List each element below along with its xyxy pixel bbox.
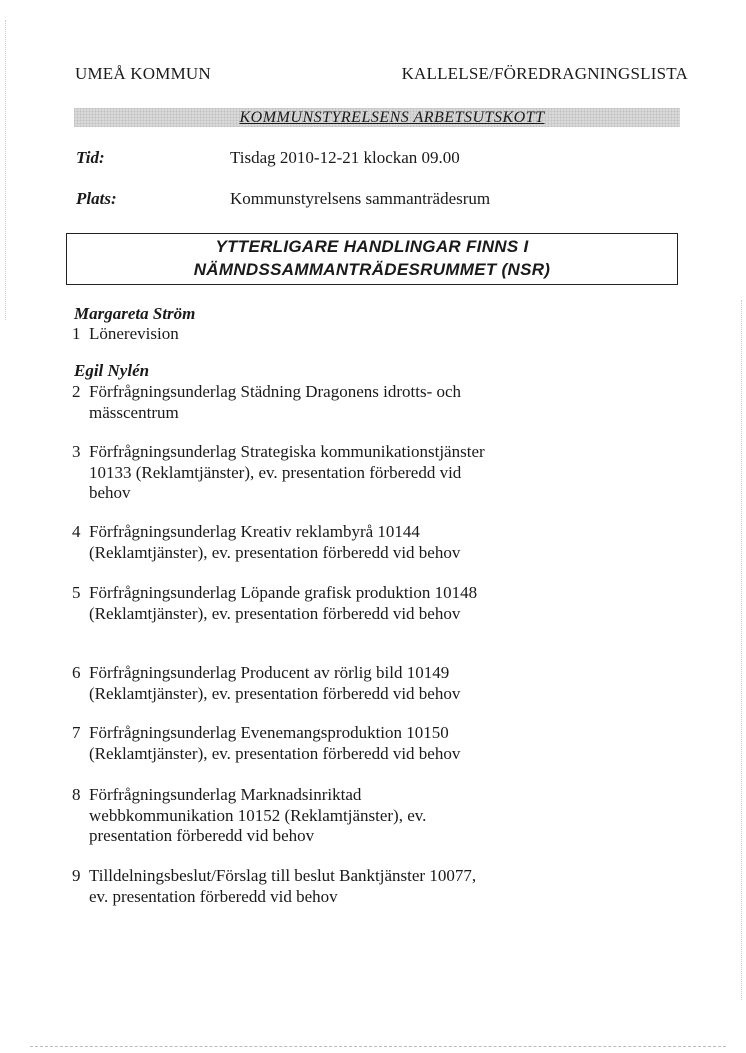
agenda-item-number: 1 [72,324,81,343]
agenda-item-number: 4 [72,522,81,541]
agenda-item [72,583,497,624]
notice-box [66,233,678,285]
committee-banner [74,108,680,127]
place-value: Kommunstyrelsens sammanträdesrum [230,189,491,208]
agenda-item [72,663,512,704]
document-type: KALLELSE/FÖREDRAGNINGSLISTA [401,64,688,83]
notice-line-1: YTTERLIGARE HANDLINGAR FINNS I [215,237,529,256]
speaker-name: Egil Nylén [74,361,150,380]
agenda-item-number: 2 [72,382,81,401]
agenda-item-number: 6 [72,663,81,682]
agenda-item-number: 3 [72,442,81,461]
agenda-item [72,723,512,764]
agenda-item-text: Tilldelningsbeslut/Förslag till beslut Banktjänster 10077, ev. presentation förberedd vid behov [89,866,477,906]
scan-margin-left [5,20,6,320]
notice-line-2: NÄMNDSSAMMANTRÄDESRUMMET (NSR) [193,260,551,279]
scan-margin-right [741,300,742,1000]
agenda-item-text: Lönerevision [89,324,179,343]
agenda-item-text: Förfrågningsunderlag Evenemangsproduktion 10150 (Reklamtjänster), ev. presentation förberedd vid behov [89,723,461,763]
agenda-item-number: 9 [72,866,81,885]
agenda-item [72,866,492,907]
agenda-item-text: Förfrågningsunderlag Städning Dragonens idrotts- och mässcentrum [89,382,462,422]
agenda-item [72,522,502,563]
agenda-item-text: Förfrågningsunderlag Löpande grafisk produktion 10148 (Reklamtjänster), ev. presentation förberedd vid behov [89,583,478,623]
time-value: Tisdag 2010-12-21 klockan 09.00 [230,148,460,167]
agenda-item [72,442,492,504]
municipality-name: UMEÅ KOMMUN [75,64,211,83]
agenda-item-number: 8 [72,785,81,804]
committee-title: KOMMUNSTYRELSENS ARBETSUTSKOTT [239,109,545,126]
agenda-item-number: 5 [72,583,81,602]
agenda-item [72,785,497,847]
agenda-item-text: Förfrågningsunderlag Kreativ reklambyrå 10144 (Reklamtjänster), ev. presentation förberedd vid behov [89,522,461,562]
agenda-item [72,382,502,423]
scan-footer-line [30,1046,726,1048]
time-label: Tid: [76,148,105,167]
place-label: Plats: [76,189,117,208]
agenda-item-text: Förfrågningsunderlag Marknadsinriktad webbkommunikation 10152 (Reklamtjänster), ev. presentation förberedd vid behov [89,785,427,845]
speaker-name: Margareta Ström [74,304,196,323]
agenda-item-text: Förfrågningsunderlag Producent av rörlig bild 10149 (Reklamtjänster), ev. presentation förberedd vid behov [89,663,461,703]
agenda-item [72,324,512,345]
agenda-item-number: 7 [72,723,81,742]
agenda-item-text: Förfrågningsunderlag Strategiska kommunikationstjänster 10133 (Reklamtjänster), ev. presentation förberedd vid behov [89,442,485,502]
